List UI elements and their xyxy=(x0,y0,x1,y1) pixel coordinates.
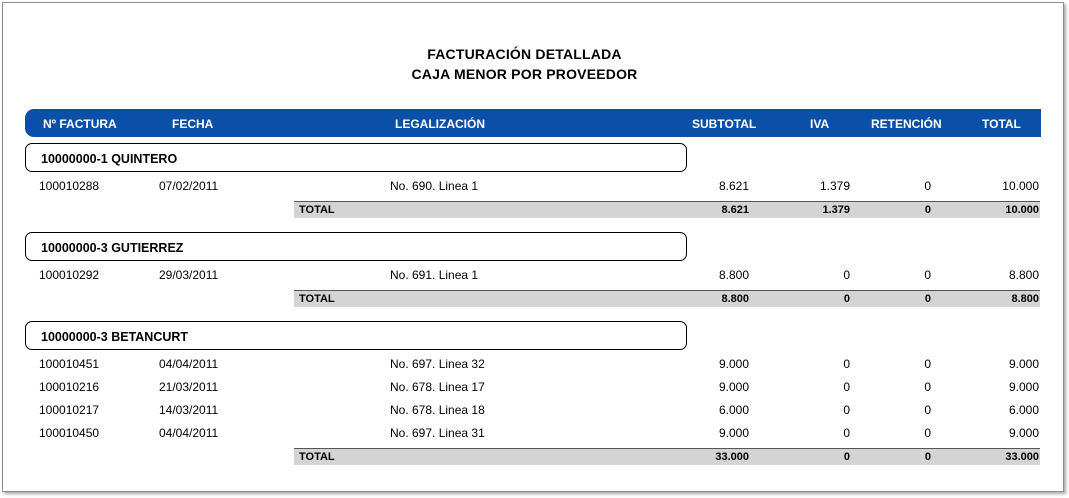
cell-factura: 100010451 xyxy=(39,357,100,371)
report-title: FACTURACIÓN DETALLADA xyxy=(427,46,622,62)
group-header-label: 10000000-3 GUTIERREZ xyxy=(41,241,184,255)
cell-iva: 0 xyxy=(843,380,850,394)
col-header-retencion: RETENCIÓN xyxy=(871,117,942,131)
cell-factura: 100010217 xyxy=(39,403,100,417)
total-subtotal: 8.621 xyxy=(721,204,749,216)
total-subtotal: 8.800 xyxy=(721,293,749,305)
cell-iva: 0 xyxy=(843,403,850,417)
cell-factura: 100010292 xyxy=(39,268,100,282)
cell-legalizacion: No. 697. Linea 32 xyxy=(390,357,485,371)
group-header-label: 10000000-3 BETANCURT xyxy=(41,330,189,344)
cell-factura: 100010450 xyxy=(39,426,100,440)
total-label: TOTAL xyxy=(299,451,335,463)
cell-fecha: 07/02/2011 xyxy=(159,179,219,193)
total-iva: 0 xyxy=(843,293,850,305)
cell-retencion: 0 xyxy=(924,179,931,193)
total-retencion: 0 xyxy=(924,293,931,305)
cell-legalizacion: No. 690. Linea 1 xyxy=(390,179,479,193)
col-header-subtotal: SUBTOTAL xyxy=(692,117,757,131)
cell-fecha: 29/03/2011 xyxy=(159,268,219,282)
total-total: 8.800 xyxy=(1011,293,1039,305)
cell-factura: 100010288 xyxy=(39,179,100,193)
group-total-row xyxy=(294,290,1040,307)
cell-subtotal: 9.000 xyxy=(718,426,749,440)
cell-retencion: 0 xyxy=(924,380,931,394)
col-header-iva: IVA xyxy=(810,117,830,131)
group-header-box xyxy=(25,232,687,261)
cell-fecha: 14/03/2011 xyxy=(159,403,219,417)
table-row xyxy=(3,426,1063,444)
column-header-bar xyxy=(25,109,1041,137)
group-total-row xyxy=(294,448,1040,465)
total-retencion: 0 xyxy=(924,204,931,216)
cell-subtotal: 9.000 xyxy=(718,357,749,371)
cell-total: 8.800 xyxy=(1008,268,1039,282)
cell-iva: 0 xyxy=(843,357,850,371)
total-subtotal: 33.000 xyxy=(715,451,749,463)
table-row xyxy=(3,268,1063,286)
cell-retencion: 0 xyxy=(924,426,931,440)
cell-retencion: 0 xyxy=(924,268,931,282)
total-label: TOTAL xyxy=(299,204,335,216)
total-total: 33.000 xyxy=(1005,451,1039,463)
cell-retencion: 0 xyxy=(924,403,931,417)
group-total-row xyxy=(294,201,1040,218)
cell-total: 10.000 xyxy=(1002,179,1039,193)
cell-iva: 0 xyxy=(843,426,850,440)
report-page xyxy=(2,2,1064,492)
cell-fecha: 04/04/2011 xyxy=(159,357,219,371)
cell-iva: 0 xyxy=(843,268,850,282)
cell-total: 9.000 xyxy=(1008,426,1039,440)
total-label: TOTAL xyxy=(299,293,335,305)
cell-total: 6.000 xyxy=(1008,403,1039,417)
total-iva: 1.379 xyxy=(822,204,850,216)
report-subtitle: CAJA MENOR POR PROVEEDOR xyxy=(411,66,638,82)
group-header-label: 10000000-1 QUINTERO xyxy=(41,152,178,166)
table-row xyxy=(3,179,1063,197)
total-iva: 0 xyxy=(843,451,850,463)
cell-total: 9.000 xyxy=(1008,357,1039,371)
cell-subtotal: 9.000 xyxy=(718,380,749,394)
cell-legalizacion: No. 678. Linea 17 xyxy=(390,380,485,394)
group-header-box xyxy=(25,321,687,350)
col-header-total: TOTAL xyxy=(982,117,1021,131)
cell-total: 9.000 xyxy=(1008,380,1039,394)
table-row xyxy=(3,357,1063,375)
cell-retencion: 0 xyxy=(924,357,931,371)
cell-iva: 1.379 xyxy=(819,179,850,193)
cell-subtotal: 8.800 xyxy=(718,268,749,282)
total-total: 10.000 xyxy=(1005,204,1039,216)
cell-legalizacion: No. 691. Linea 1 xyxy=(390,268,479,282)
col-header-fecha: FECHA xyxy=(172,117,214,131)
cell-subtotal: 6.000 xyxy=(718,403,749,417)
cell-subtotal: 8.621 xyxy=(718,179,749,193)
table-row xyxy=(3,403,1063,421)
cell-legalizacion: No. 678. Linea 18 xyxy=(390,403,485,417)
col-header-legalizacion: LEGALIZACIÓN xyxy=(395,117,485,131)
table-row xyxy=(3,380,1063,398)
total-retencion: 0 xyxy=(924,451,931,463)
cell-fecha: 21/03/2011 xyxy=(159,380,219,394)
col-header-factura: Nº FACTURA xyxy=(43,117,117,131)
cell-fecha: 04/04/2011 xyxy=(159,426,219,440)
cell-factura: 100010216 xyxy=(39,380,100,394)
group-header-box xyxy=(25,143,687,172)
cell-legalizacion: No. 697. Linea 31 xyxy=(390,426,485,440)
